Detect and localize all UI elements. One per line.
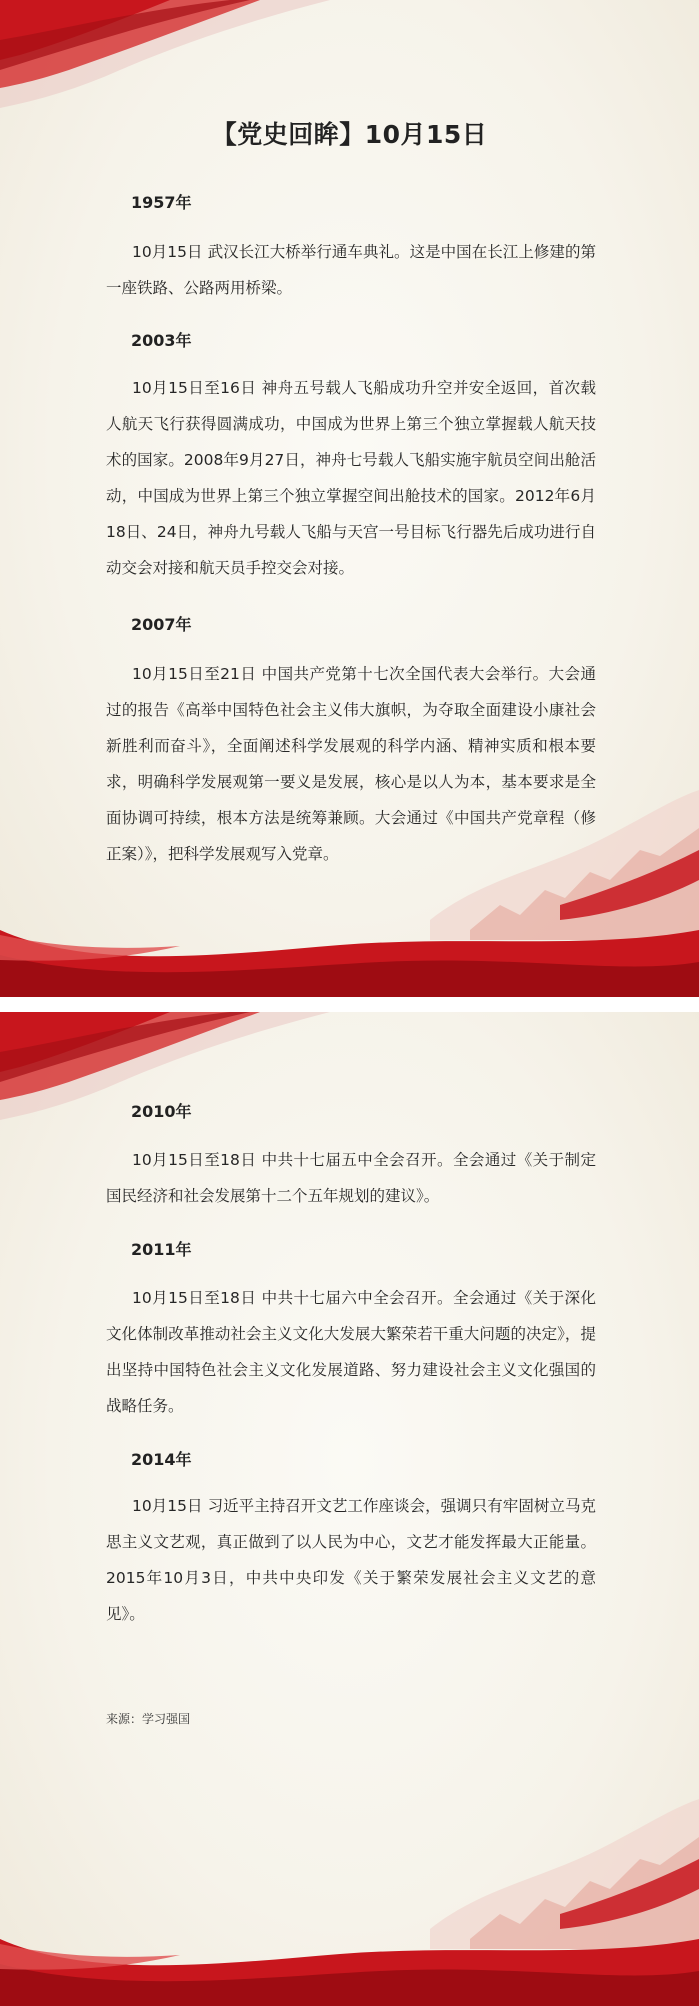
entry-paragraph: 10月15日至18日 中共十七届六中全会召开。全会通过《关于深化文化体制改革推动社会主义文化大发展大繁荣若干重大问题的决定》，提出坚持中国特色社会主义文化发展道路、努力建设社会主义文化强国的战略任务。 [106,1289,596,1415]
page-panel-1 [0,0,699,997]
year-heading: 2011年 [131,1240,192,1259]
entry-paragraph: 10月15日至18日 中共十七届五中全会召开。全会通过《关于制定国民经济和社会发展第十二个五年规划的建议》。 [106,1151,596,1205]
panel-separator [0,997,699,1012]
page-panel-2 [0,1012,699,2006]
page-title: 【党史回眸】10月15日 [211,120,488,149]
entry-paragraph: 10月15日 武汉长江大桥举行通车典礼。这是中国在长江上修建的第一座铁路、公路两用桥梁。 [106,243,596,297]
entry-paragraph: 10月15日至16日 神舟五号载人飞船成功升空并安全返回，首次载人航天飞行获得圆满成功，中国成为世界上第三个独立掌握载人航天技术的国家。2008年9月27日，神舟七号载人飞船实施宇航员空间出舱活动，中国成为世界上第三个独立掌握空间出舱技术的国家。2012年6月18日、24日，神舟九号载人飞船与天宫一号目标飞行器先后成功进行自动交会对接和航天员手控交会对接。 [106,379,596,577]
source-credit: 来源：学习强国 [106,1712,191,1726]
year-heading: 2003年 [131,331,192,350]
entry-paragraph: 10月15日 习近平主持召开文艺工作座谈会，强调只有牢固树立马克思主义文艺观，真正做到了以人民为中心，文艺才能发挥最大正能量。2015年10月3日，中共中央印发《关于繁荣发展社会主义文艺的意见》。 [106,1497,596,1623]
year-heading: 1957年 [131,193,192,212]
year-heading: 2010年 [131,1102,192,1121]
entry-paragraph: 10月15日至21日 中国共产党第十七次全国代表大会举行。大会通过的报告《高举中国特色社会主义伟大旗帜，为夺取全面建设小康社会新胜利而奋斗》，全面阐述科学发展观的科学内涵、精神实质和根本要求，明确科学发展观第一要义是发展，核心是以人为本，基本要求是全面协调可持续，根本方法是统筹兼顾。大会通过《中国共产党章程（修正案）》，把科学发展观写入党章。 [106,665,596,863]
year-heading: 2014年 [131,1450,192,1469]
year-heading: 2007年 [131,615,192,634]
